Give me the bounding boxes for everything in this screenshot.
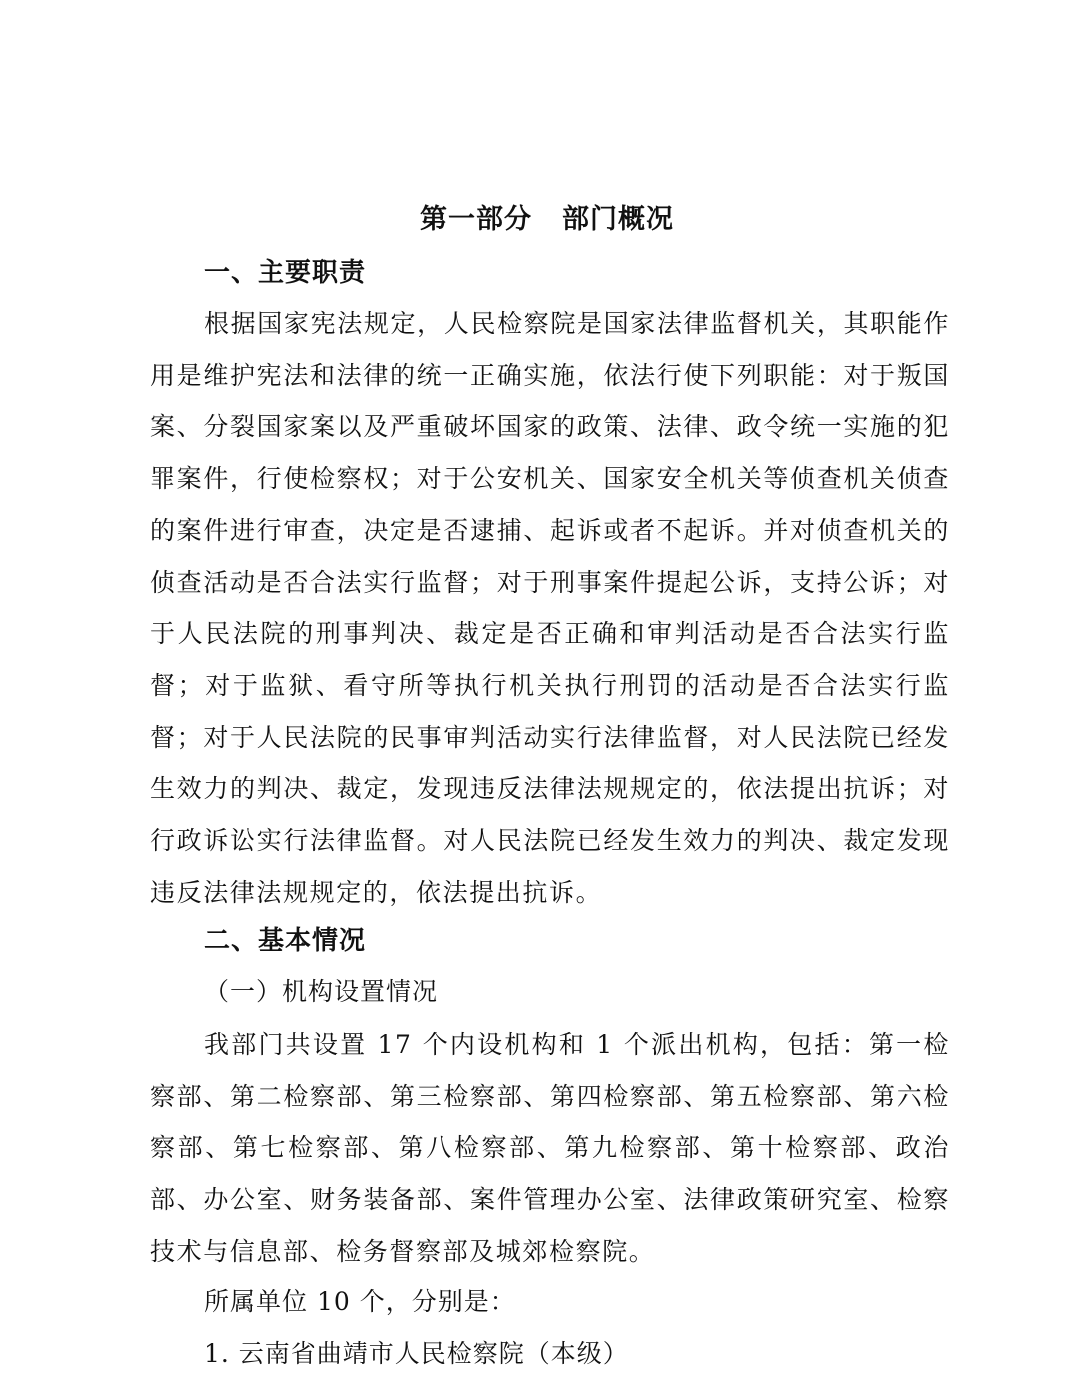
org-setup-paragraph: 我部门共设置 17 个内设机构和 1 个派出机构，包括：第一检察部、第二检察部、第三检察部、第四检察部、第五检察部、第六检察部、第七检察部、第八检察部、第九检察部、第十检察部、政治部、办公室、财务装备部、案件管理办公室、法律政策研究室、检察技术与信息部、检务督察部及城郊检察院。 bbox=[150, 1030, 950, 1266]
section-heading-main-duties: 一、主要职责 bbox=[204, 258, 367, 288]
affiliated-units-line: 所属单位 10 个，分别是： bbox=[204, 1287, 516, 1316]
page-title bbox=[0, 200, 1074, 240]
main-duties-paragraph: 根据国家宪法规定，人民检察院是国家法律监督机关，其职能作用是维护宪法和法律的统一正确实施，依法行使下列职能：对于叛国案、分裂国家案以及严重破坏国家的政策、法律、政令统一实施的犯罪案件，行使检察权；对于公安机关、国家安全机关等侦查机关侦查的案件进行审查，决定是否逮捕、起诉或者不起诉。并对侦查机关的侦查活动是否合法实行监督；对于刑事案件提起公诉，支持公诉；对于人民法院的刑事判决、裁定是否正确和审判活动是否合法实行监督；对于监狱、看守所等执行机关执行刑罚的活动是否合法实行监督；对于人民法院的民事审判活动实行法律监督，对人民法院已经发生效力的判决、裁定，发现违反法律法规规定的，依法提出抗诉；对行政诉讼实行法律监督。对人民法院已经发生效力的判决、裁定发现违反法律法规规定的，依法提出抗诉。 bbox=[150, 309, 950, 907]
affiliated-unit-item-1: 1. 云南省曲靖市人民检察院（本级） bbox=[204, 1339, 629, 1368]
title-name: 部门概况 bbox=[562, 204, 674, 235]
title-part: 第一部分 bbox=[420, 204, 532, 235]
subsection-heading-org-setup: （一）机构设置情况 bbox=[204, 977, 439, 1006]
section-heading-basic-info: 二、基本情况 bbox=[204, 926, 367, 956]
